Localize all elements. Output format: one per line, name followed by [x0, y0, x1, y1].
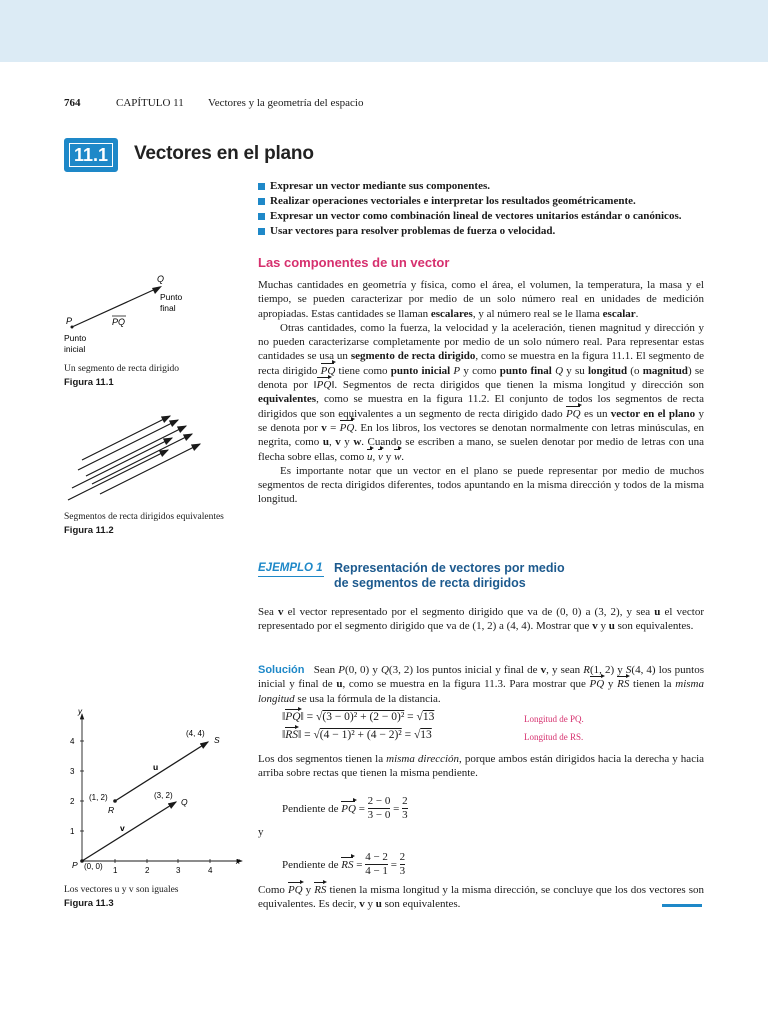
section-number-box — [64, 138, 118, 172]
slope-rs: Pendiente de RS = 4 − 2 4 − 1 = 2 3 — [282, 851, 406, 877]
figure-11-3-caption: Los vectores u y v son iguales Figura 11.3 — [64, 885, 179, 909]
equivalent-segment — [82, 416, 170, 460]
label-pq: PQ — [112, 317, 126, 327]
label-p: P — [66, 316, 73, 326]
punto-final-line1: Punto — [160, 292, 183, 302]
point-p-label: P — [72, 860, 78, 870]
point-q-label: Q — [181, 797, 188, 807]
point-p-coord: (0, 0) — [84, 862, 103, 871]
objective-item: Expresar un vector mediante sus componentes. — [258, 179, 708, 194]
conclusion-text: Como PQ y RS tienen la misma longitud y la misma dirección, se concluye que los dos vectores son equivalentes. Es decir, v y u son equivalentes. — [258, 884, 704, 911]
bullet-square-icon — [258, 228, 265, 235]
section-title: Vectores en el plano — [134, 143, 314, 164]
equation-rs-length: ‖RS‖ = √(4 − 1)² + (4 − 2)² = √13 — [282, 729, 432, 741]
objectives-list — [258, 179, 708, 239]
y-tick-label: 1 — [70, 827, 75, 836]
example-title: Representación de vectores por medio de segmentos de recta dirigidos — [334, 561, 565, 590]
figure-11-2 — [62, 396, 212, 506]
point-r-coord: (1, 2) — [89, 793, 108, 802]
objective-item: Usar vectores para resolver problemas de fuerza o velocidad. — [258, 224, 708, 239]
vector-v-label: v — [120, 823, 125, 833]
slope-pq: Pendiente de PQ = 2 − 0 3 − 0 = 2 3 — [282, 795, 408, 821]
equivalent-segment — [72, 438, 172, 488]
y-axis-label: y — [78, 707, 82, 716]
bullet-square-icon — [258, 183, 265, 190]
example-end-bar — [662, 904, 702, 907]
x-tick-label: 4 — [208, 866, 213, 875]
figure-11-2-caption: Segmentos de recta dirigidos equivalentes Figura 11.2 — [64, 512, 224, 536]
example-statement: Sea v el vector representado por el segmento dirigido que va de (0, 0) a (3, 2), y sea u el vector representado por el segmento dirigido que va de (1, 2) a (4, 4). Mostrar que v y u son equivalentes. — [258, 606, 704, 633]
figure-11-3 — [60, 706, 250, 876]
direction-text: Los dos segmentos tienen la misma dirección, porque ambos están dirigidos hacia la derecha y hacia arriba sobre rectas que tienen la misma pendiente. — [258, 753, 705, 780]
equation-pq-length: ‖PQ‖ = √(3 − 0)² + (2 − 0)² = √13 — [282, 711, 435, 723]
point-r-label: R — [108, 805, 115, 815]
x-tick-label: 1 — [113, 866, 118, 875]
equation-rs-note: Longitud de RS. — [524, 732, 584, 742]
objective-item: Expresar un vector como combinación lineal de vectores unitarios estándar o canónicos. — [258, 209, 708, 224]
x-axis-label: x — [236, 857, 240, 866]
chapter-title: Vectores y la geometría del espacio — [208, 97, 364, 109]
point-q-coord: (3, 2) — [154, 791, 173, 800]
punto-inicial-line2: inicial — [64, 344, 86, 354]
example-underline — [258, 576, 324, 577]
vector-u-label: u — [153, 762, 159, 772]
bullet-square-icon — [258, 198, 265, 205]
equivalent-segment — [68, 450, 168, 500]
x-tick-label: 3 — [176, 866, 181, 875]
point-r-dot — [113, 799, 117, 803]
page-number: 764 — [64, 97, 81, 109]
figure-11-1 — [62, 270, 212, 360]
body-text — [258, 278, 704, 507]
y-tick-label: 3 — [70, 767, 75, 776]
section-number: 11.1 — [69, 143, 113, 167]
bullet-square-icon — [258, 213, 265, 220]
figure-11-1-caption: Un segmento de recta dirigido Figura 11.1 — [64, 364, 180, 388]
x-tick-label: 2 — [145, 866, 150, 875]
punto-inicial-line1: Punto — [64, 333, 87, 343]
solution-label: Solución — [258, 664, 305, 676]
top-band — [0, 0, 768, 62]
y-tick-label: 4 — [70, 737, 75, 746]
equation-pq-note: Longitud de PQ. — [524, 714, 584, 724]
y-connector: y — [258, 826, 264, 838]
solution-text: Solución Sean P(0, 0) y Q(3, 2) los puntos inicial y final de v, y sean R(1, 2) y S(4, 4) los puntos inicial y final de u, como se muestra en la figura 11.3. Para mostrar que PQ y RS tienen la misma longitud se usa la fórmula de la distancia. — [258, 664, 705, 705]
vector-v — [82, 802, 176, 861]
example-label: EJEMPLO 1 — [258, 562, 323, 574]
paragraph-2: Otras cantidades, como la fuerza, la velocidad y la aceleración, tienen magnitud y dirección y no pueden caracterizarse completamente por medio de un solo número real. Para representar estas cantidades se usa un segmento de recta dirigido, como se muestra en la figura 11.1. El segmento de recta dirigido PQ tiene como punto inicial P y como punto final Q y su longitud (o magnitud) se denota por ‖PQ‖. Segmentos de recta dirigidos que tienen la misma longitud y dirección son equivalentes, como se muestra en la figura 11.2. El conjunto de todos los segmentos de recta dirigidos que son equivalentes a un segmento de recta dirigido dado PQ es un vector en el plano y se denota por v = PQ. En los libros, los vectores se denotan normalmente con letras minúsculas, en negrita, como u, v y w. Cuando se escriben a mano, se suelen denotar por medio de letras con una flecha sobre ellas, como u, v y w. — [258, 321, 705, 463]
y-tick-label: 2 — [70, 797, 75, 806]
chapter-label: CAPÍTULO 11 — [116, 97, 184, 109]
paragraph-1: Muchas cantidades en geometría y física, como el área, el volumen, la temperatura, la masa y el tiempo, se pueden caracterizar por medio de un solo número real en unidades de medición apropiadas. Estas cantidades se llaman escalares, y al número real se le llama escalar. — [258, 279, 704, 320]
point-s-coord: (4, 4) — [186, 729, 205, 738]
subsection-title: Las componentes de un vector — [258, 255, 450, 270]
equivalent-segment — [92, 434, 192, 484]
objective-item: Realizar operaciones vectoriales e interpretar los resultados geométricamente. — [258, 194, 708, 209]
punto-final-line2: final — [160, 303, 176, 313]
point-s-label: S — [214, 735, 220, 745]
label-q: Q — [157, 274, 165, 284]
paragraph-3: Es importante notar que un vector en el plano se puede representar por medio de muchos segmentos de recta dirigidos diferentes, todos apuntando en la misma dirección y todos de la misma longitud. — [258, 464, 704, 506]
